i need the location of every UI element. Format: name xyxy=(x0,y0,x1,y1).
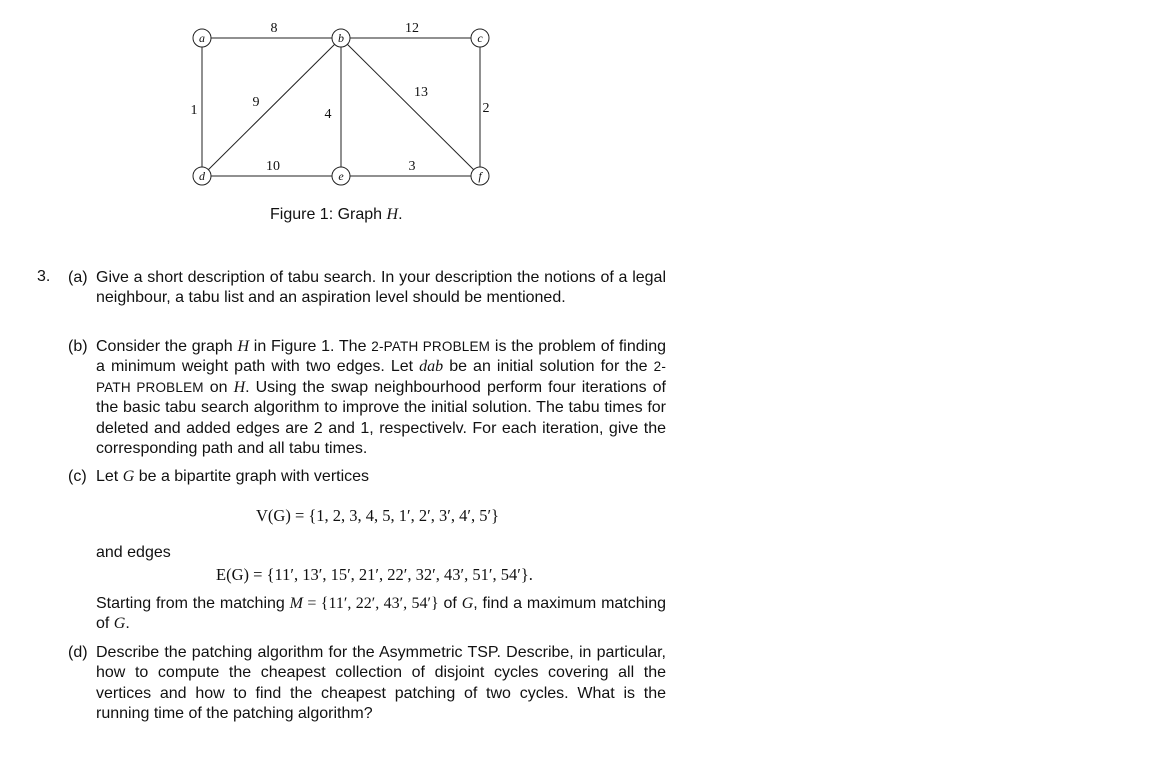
part-d-label: (d) xyxy=(68,644,88,661)
edge-bf xyxy=(341,38,480,176)
edge-weight-be: 4 xyxy=(324,107,332,123)
part-b-text: Consider the graph H in Figure 1. The 2-PATH PROBLEM is the problem of finding a minimum weight path with two edges. Let dab be an initial solution for the 2-PATH PROBLEM on H. Using the swap neighbourhood perform four iterations of the basic tabu search algorithm to improve the initial solution. The tabu times for deleted and added edges are 2 and 1, respectivelv. For each iteration, give the corresponding path and all tabu times. xyxy=(96,338,667,458)
figure-caption: Figure 1: Graph H. xyxy=(270,206,403,223)
node-label-f: f xyxy=(478,168,482,183)
part-b-label: (b) xyxy=(68,338,88,355)
node-label-a: a xyxy=(199,30,205,45)
edge-weight-de: 10 xyxy=(266,159,280,175)
node-label-b: b xyxy=(338,30,344,45)
edges-equation: E(G) = {11′, 13′, 15′, 21′, 22′, 32′, 43′, 51′, 54′}. xyxy=(216,565,533,584)
part-d xyxy=(68,643,666,725)
edge-weight-bf: 13 xyxy=(414,85,428,101)
part-c-label: (c) xyxy=(68,468,87,485)
edge-db xyxy=(202,38,341,176)
edge-weight-bc: 12 xyxy=(405,21,419,37)
part-a-label: (a) xyxy=(68,269,88,286)
part-a xyxy=(68,268,666,309)
part-b xyxy=(68,337,666,459)
part-d-text: Describe the patching algorithm for the Asymmetric TSP. Describe, in particular, how to compute the cheapest collection of disjoint cycles covering all the vertices and how to find the cheapest patching of two cycles. What is the running time of the patching algorithm? xyxy=(96,644,666,723)
node-label-c: c xyxy=(477,30,483,45)
edge-weight-db: 9 xyxy=(252,95,260,111)
edge-weight-ef: 3 xyxy=(408,159,416,175)
part-c xyxy=(68,467,666,487)
part-c-matching-text: Starting from the matching M = {11′, 22′, 43′, 54′} of G, find a maximum matching of G. xyxy=(96,595,667,633)
part-c-matching xyxy=(68,594,666,635)
edge-weight-ad: 1 xyxy=(190,103,198,119)
node-label-d: d xyxy=(199,168,205,183)
edge-weight-cf: 2 xyxy=(482,101,490,117)
node-label-e: e xyxy=(338,168,344,183)
part-c-intro: Let G be a bipartite graph with vertices xyxy=(96,468,370,485)
and-edges-text: and edges xyxy=(96,544,171,561)
question-number: 3. xyxy=(37,268,51,285)
part-a-text: Give a short description of tabu search. In your description the notions of a legal neighbour, a tabu list and an aspiration level should be mentioned. xyxy=(96,269,666,307)
graph-edges xyxy=(202,38,480,176)
graph-h-figure xyxy=(0,0,1152,240)
edge-weight-ab: 8 xyxy=(270,21,278,37)
vertices-equation: V(G) = {1, 2, 3, 4, 5, 1′, 2′, 3′, 4′, 5′} xyxy=(256,506,500,525)
